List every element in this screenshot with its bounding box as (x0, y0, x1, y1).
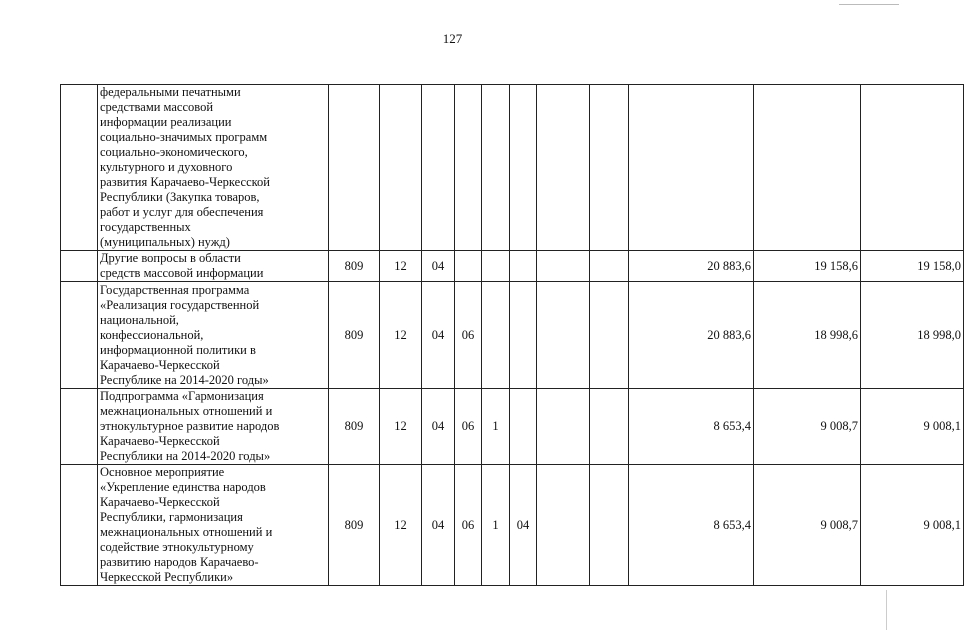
subsection-cell: 04 (422, 282, 455, 389)
page-number: 127 (442, 31, 463, 46)
table-row (61, 465, 964, 586)
program-cell (455, 85, 482, 251)
expense-direction-cell (537, 251, 590, 282)
ministry-code-cell: 809 (329, 465, 380, 586)
amount-year3-cell: 9 008,1 (861, 465, 964, 586)
subprogram-cell: 1 (482, 389, 510, 465)
item-name-cell (98, 251, 329, 282)
amount-year2-cell: 19 158,6 (754, 251, 861, 282)
budget-table (60, 84, 964, 586)
table-row (61, 85, 964, 251)
program-cell: 06 (455, 282, 482, 389)
scan-edge-line (886, 590, 887, 630)
section-cell: 12 (380, 389, 422, 465)
section-cell (380, 85, 422, 251)
ministry-code-cell: 809 (329, 389, 380, 465)
expense-direction-cell (537, 465, 590, 586)
expense-type-cell (590, 85, 629, 251)
section-cell: 12 (380, 251, 422, 282)
amount-year2-cell (754, 85, 861, 251)
section-cell: 12 (380, 465, 422, 586)
amount-year1-cell: 8 653,4 (629, 389, 754, 465)
subprogram-cell (482, 85, 510, 251)
item-name-cell (98, 282, 329, 389)
activity-cell: 04 (510, 465, 537, 586)
item-name-cell (98, 389, 329, 465)
program-cell: 06 (455, 465, 482, 586)
expense-type-cell (590, 465, 629, 586)
amount-year3-cell: 19 158,0 (861, 251, 964, 282)
amount-year2-cell: 9 008,7 (754, 465, 861, 586)
activity-cell (510, 389, 537, 465)
ministry-code-cell: 809 (329, 282, 380, 389)
subsection-cell (422, 85, 455, 251)
expense-type-cell (590, 282, 629, 389)
item-name-cell (98, 85, 329, 251)
expense-direction-cell (537, 389, 590, 465)
expense-type-cell (590, 389, 629, 465)
row-number-cell (61, 85, 98, 251)
ministry-code-cell: 809 (329, 251, 380, 282)
row-number-cell (61, 465, 98, 586)
item-name: Основное мероприятие «Укрепление единства народов Карачаево-Черкесской Республики, гармонизация межнациональных отношений и содействие этнокультурному развитию народов Карачаево- Черкесской Республики» (100, 465, 273, 584)
subsection-cell: 04 (422, 465, 455, 586)
subsection-cell: 04 (422, 389, 455, 465)
amount-year1-cell: 20 883,6 (629, 251, 754, 282)
activity-cell (510, 85, 537, 251)
expense-direction-cell (537, 85, 590, 251)
activity-cell (510, 251, 537, 282)
item-name: Подпрограмма «Гармонизация межнациональных отношений и этнокультурное развитие народов Карачаево-Черкесской Республики на 2014-2020 годы» (100, 389, 280, 463)
program-cell: 06 (455, 389, 482, 465)
scan-edge-mark (839, 4, 899, 5)
activity-cell (510, 282, 537, 389)
amount-year3-cell (861, 85, 964, 251)
ministry-code-cell (329, 85, 380, 251)
amount-year2-cell: 18 998,6 (754, 282, 861, 389)
table-row (61, 389, 964, 465)
amount-year1-cell: 20 883,6 (629, 282, 754, 389)
item-name: Другие вопросы в области средств массовой информации (100, 251, 264, 280)
table-row (61, 282, 964, 389)
subprogram-cell: 1 (482, 465, 510, 586)
table-row (61, 251, 964, 282)
amount-year2-cell: 9 008,7 (754, 389, 861, 465)
row-number-cell (61, 251, 98, 282)
subprogram-cell (482, 282, 510, 389)
program-cell (455, 251, 482, 282)
amount-year3-cell: 18 998,0 (861, 282, 964, 389)
item-name-cell (98, 465, 329, 586)
item-name: федеральными печатными средствами массовой информации реализации социально-значимых программ социально-экономического, культурного и духовного развития Карачаево-Черкесской Республики (Закупка товаров, работ и услуг для обеспечения государственных (муниципальных) нужд) (100, 85, 271, 249)
amount-year1-cell (629, 85, 754, 251)
subsection-cell: 04 (422, 251, 455, 282)
row-number-cell (61, 389, 98, 465)
section-cell: 12 (380, 282, 422, 389)
row-number-cell (61, 282, 98, 389)
amount-year3-cell: 9 008,1 (861, 389, 964, 465)
item-name: Государственная программа «Реализация государственной национальной, конфессиональной, информационной политики в Карачаево-Черкесской Республике на 2014-2020 годы» (100, 282, 269, 387)
amount-year1-cell: 8 653,4 (629, 465, 754, 586)
expense-direction-cell (537, 282, 590, 389)
expense-type-cell (590, 251, 629, 282)
subprogram-cell (482, 251, 510, 282)
